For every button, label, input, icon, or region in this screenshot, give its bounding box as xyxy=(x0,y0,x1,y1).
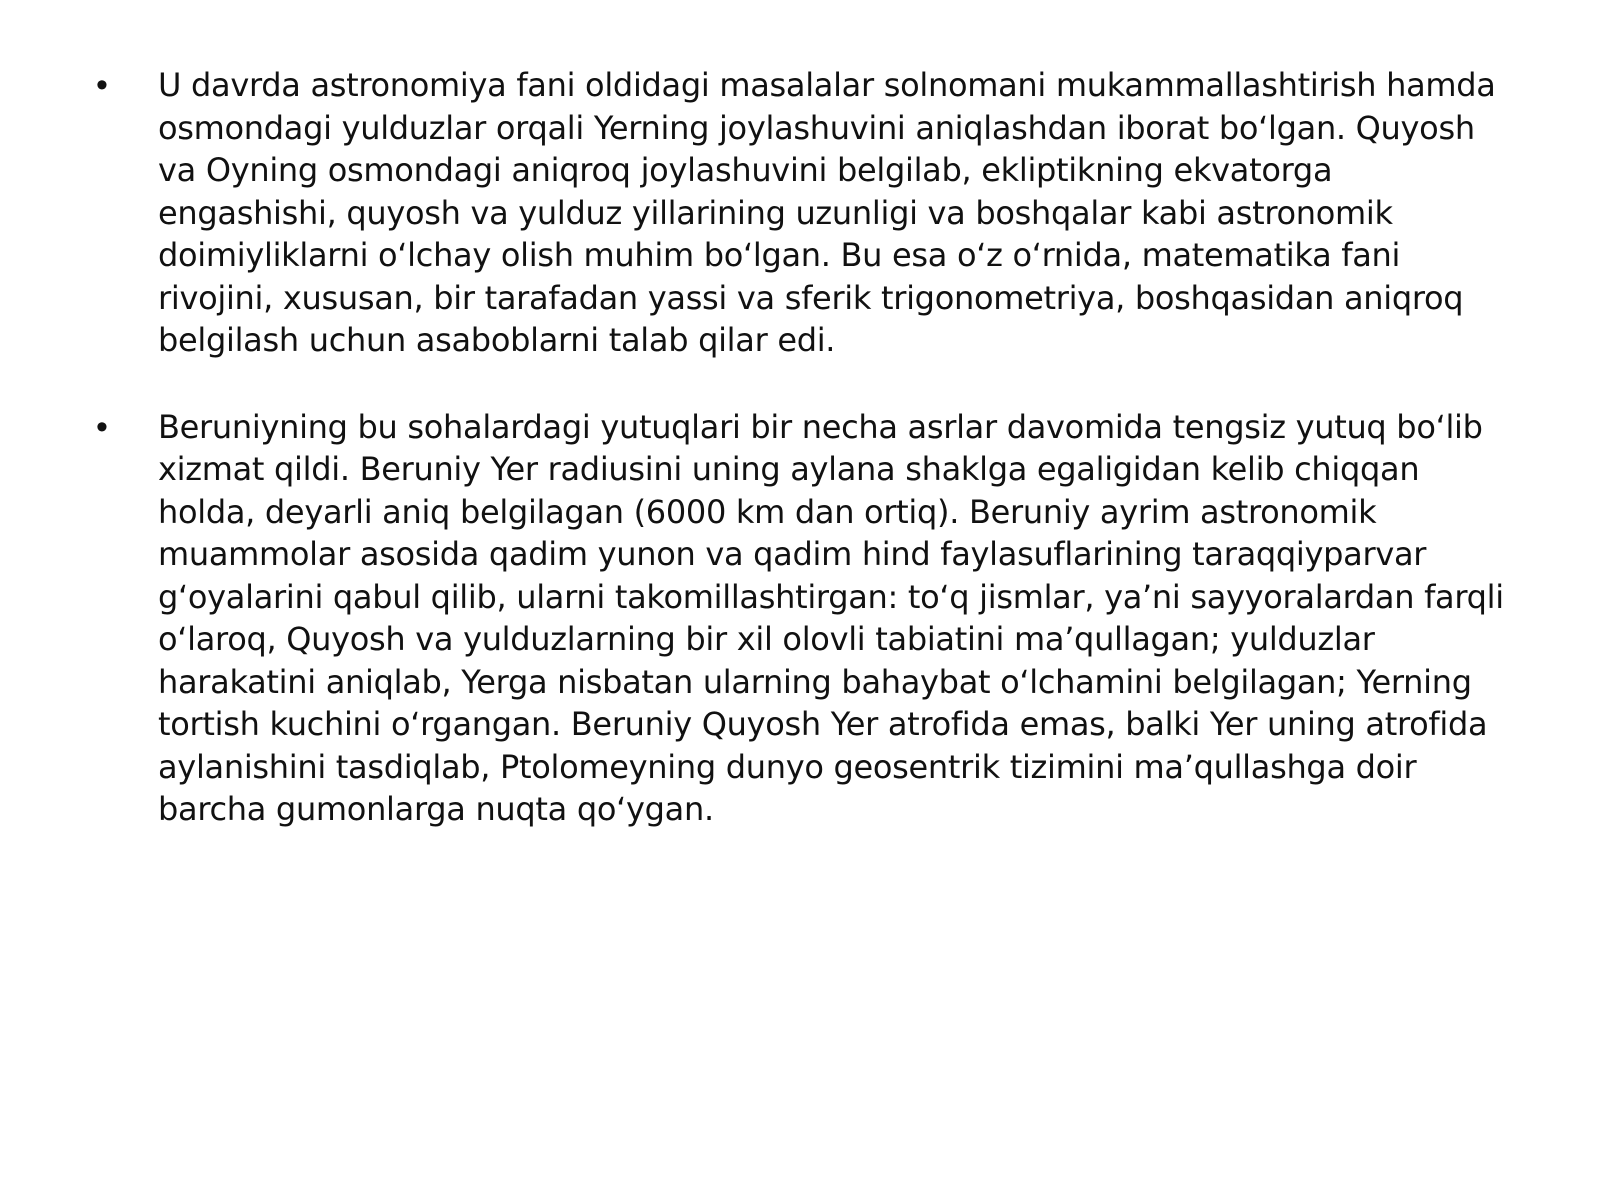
bullet-item-2 xyxy=(88,406,1518,831)
bullet-marker: • xyxy=(96,407,108,446)
bullet-marker: • xyxy=(96,66,108,104)
bullet-list xyxy=(88,64,1518,875)
bullet-text-2: Beruniyning bu sohalardagi yutuqlari bir necha asrlar davomida tengsiz yutuq bo‘lib xizmat qildi. Beruniy Yer radiusini uning aylana shaklga egaligidan kelib chiqqan holda, deyarli aniq belgilagan (6000 km dan ortiq). Beruniy ayrim astronomik muammolar asosida qadim yunon va qadim hind faylasuflarining taraqqiyparvar g‘oyalarini qabul qilib, ularni takomillashtirgan: to‘q jismlar, ya’ni sayyoralardan farqli o‘laroq, Quyosh va yulduzlarning bir xil olovli tabiatini ma’qullagan; yulduzlar harakatini aniqlab, Yerga nisbatan ularning bahaybat o‘lchamini belgilagan; Yerning tortish kuchini o‘rgangan. Beruniy Quyosh Yer atrofida emas, balki Yer uning atrofida aylanishini tasdiqlab, Ptolomeyning dunyo geosentrik tizimini ma’qullashga doir barcha gumonlarga nuqta qo‘ygan. xyxy=(158,407,1504,828)
bullet-text-1: U davrda astronomiya fani oldidagi masalalar solnomani mukammallashtirish hamda osmondagi yulduzlar orqali Yerning joylashuvini aniqlashdan iborat bo‘lgan. Quyosh va Oyning osmondagi aniqroq joylashuvini belgilab, ekliptikning ekvatorga engashishi, quyosh va yulduz yillarining uzunligi va boshqalar kabi astronomik doimiyliklarni o‘lchay olish muhim bo‘lgan. Bu esa o‘z o‘rnida, matematika fani rivojini, xususan, bir tarafadan yassi va sferik trigonometriya, boshqasidan aniqroq belgilash uchun asaboblarni talab qilar edi. xyxy=(158,66,1496,359)
bullet-item-1 xyxy=(88,64,1518,362)
